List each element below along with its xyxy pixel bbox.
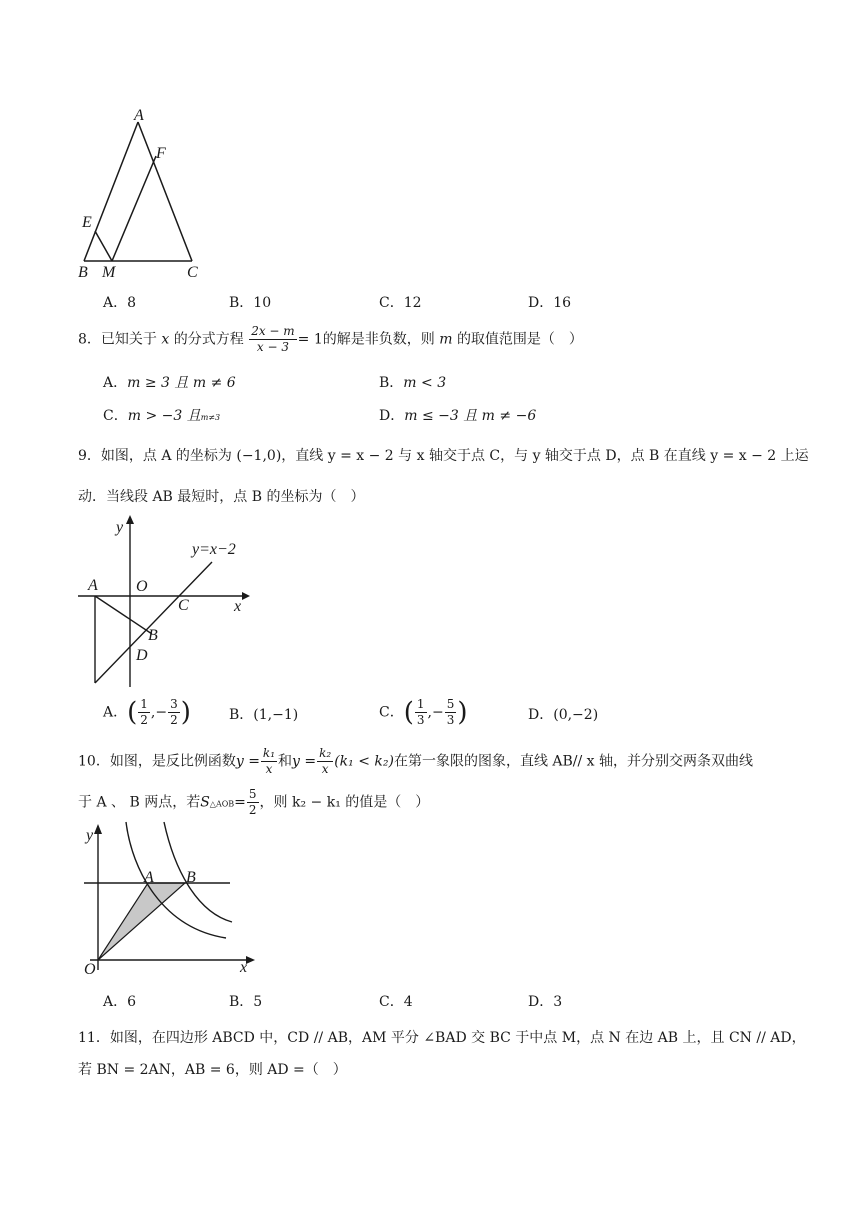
q9-label-x: x [234,598,242,615]
q10-x-arrow [246,956,255,964]
q10-label-a: A [144,869,154,886]
q10-option-a[interactable]: A．6 [103,994,137,1010]
q9-label-a: A [88,577,98,594]
q7-label-m: M [102,264,116,281]
q9-label-d: D [136,647,148,664]
q8-fraction: $\frac{2x - m}{x - 3}$ [251,324,295,354]
q9-option-a[interactable]: A．( $\frac{1}{2}$ ,− $\frac{3}{2}$ ) [103,697,191,728]
q9-option-d[interactable]: D．(0,−2) [528,707,599,723]
q8-stem: 8．已知关于 x 的分式方程 $\frac{2x - m}{x - 3}$ = 1的解是非负数，则 m 的取值范围是（ ） [78,324,583,354]
q8-option-d[interactable]: D．m ≤ −3 且 m ≠ −6 [379,408,537,424]
q9-label-y: y [116,519,124,536]
q9-option-c[interactable]: C．( $\frac{1}{3}$ ,− $\frac{5}{3}$ ) [379,697,468,728]
q11-stem-line1: 11．如图，在四边形 ABCD 中，CD // AB，AM 平分 ∠BAD 交 BC 于中点 M，点 N 在边 AB 上，且 CN // AD， [78,1030,806,1046]
q9-label-line: y=x−2 [192,541,236,558]
q10-option-b[interactable]: B．5 [229,994,263,1010]
q10-triangle-aob [98,883,185,960]
q8-option-b[interactable]: B．m < 3 [379,375,447,391]
q7-option-a[interactable]: A．8 [103,295,137,311]
q7-label-f: F [156,145,166,162]
q7-segment-em [95,231,112,261]
q9-label-b: B [148,627,158,644]
q10-figure [70,820,260,980]
q10-label-y: y [86,827,94,844]
q9-figure [70,512,260,692]
q9-segment-ab [95,596,152,634]
q7-label-c: C [187,264,198,281]
q7-figure [70,100,220,285]
q8-option-a[interactable]: A．m ≥ 3 且 m ≠ 6 [103,375,236,391]
q10-label-x: x [240,959,248,976]
q10-label-o: O [84,961,96,978]
q10-option-d[interactable]: D．3 [528,994,563,1010]
q9-label-o: O [136,578,148,595]
q7-label-b: B [78,264,88,281]
q10-curve-k2 [164,822,232,922]
q9-line-yx2 [95,562,212,683]
q10-stem-line1: 10．如图，是反比例函数y = $\frac{\text{k₁}}{x}$ 和y = $\frac{\text{k₂}}{x}$ (k₁ < k₂)在第一象限的图象，直线 AB// x 轴，并分别交两条双曲线 [78,746,754,776]
q10-stem-line2: 于 A 、 B 两点，若S△AOB= $\frac{5}{2}$ ，则 k₂ − k₁ 的值是（ ） [78,787,430,817]
q7-side-ab [84,122,138,261]
q9-x-arrow [242,592,250,600]
q9-stem-line2: 动．当线段 AB 最短时，点 B 的坐标为（ ） [78,489,365,505]
q9-y-arrow [126,515,134,524]
q7-option-c[interactable]: C．12 [379,295,422,311]
q9-stem-line1: 9．如图，点 A 的坐标为 (−1,0)，直线 y = x − 2 与 x 轴交于点 C，与 y 轴交于点 D，点 B 在直线 y = x − 2 上运 [78,448,809,464]
q11-stem-line2: 若 BN = 2AN，AB = 6，则 AD =（ ） [78,1062,347,1078]
q9-option-b[interactable]: B．(1,−1) [229,707,299,723]
q7-side-ac [138,122,192,261]
q10-option-c[interactable]: C．4 [379,994,413,1010]
q8-option-c[interactable]: C．m > −3 且m≠3 [103,408,221,424]
q10-y-arrow [94,824,102,834]
q7-option-d[interactable]: D．16 [528,295,572,311]
q7-label-a: A [134,107,144,124]
q10-label-b: B [186,869,196,886]
q7-label-e: E [82,214,92,231]
q9-label-c: C [178,597,189,614]
q7-option-b[interactable]: B．10 [229,295,272,311]
